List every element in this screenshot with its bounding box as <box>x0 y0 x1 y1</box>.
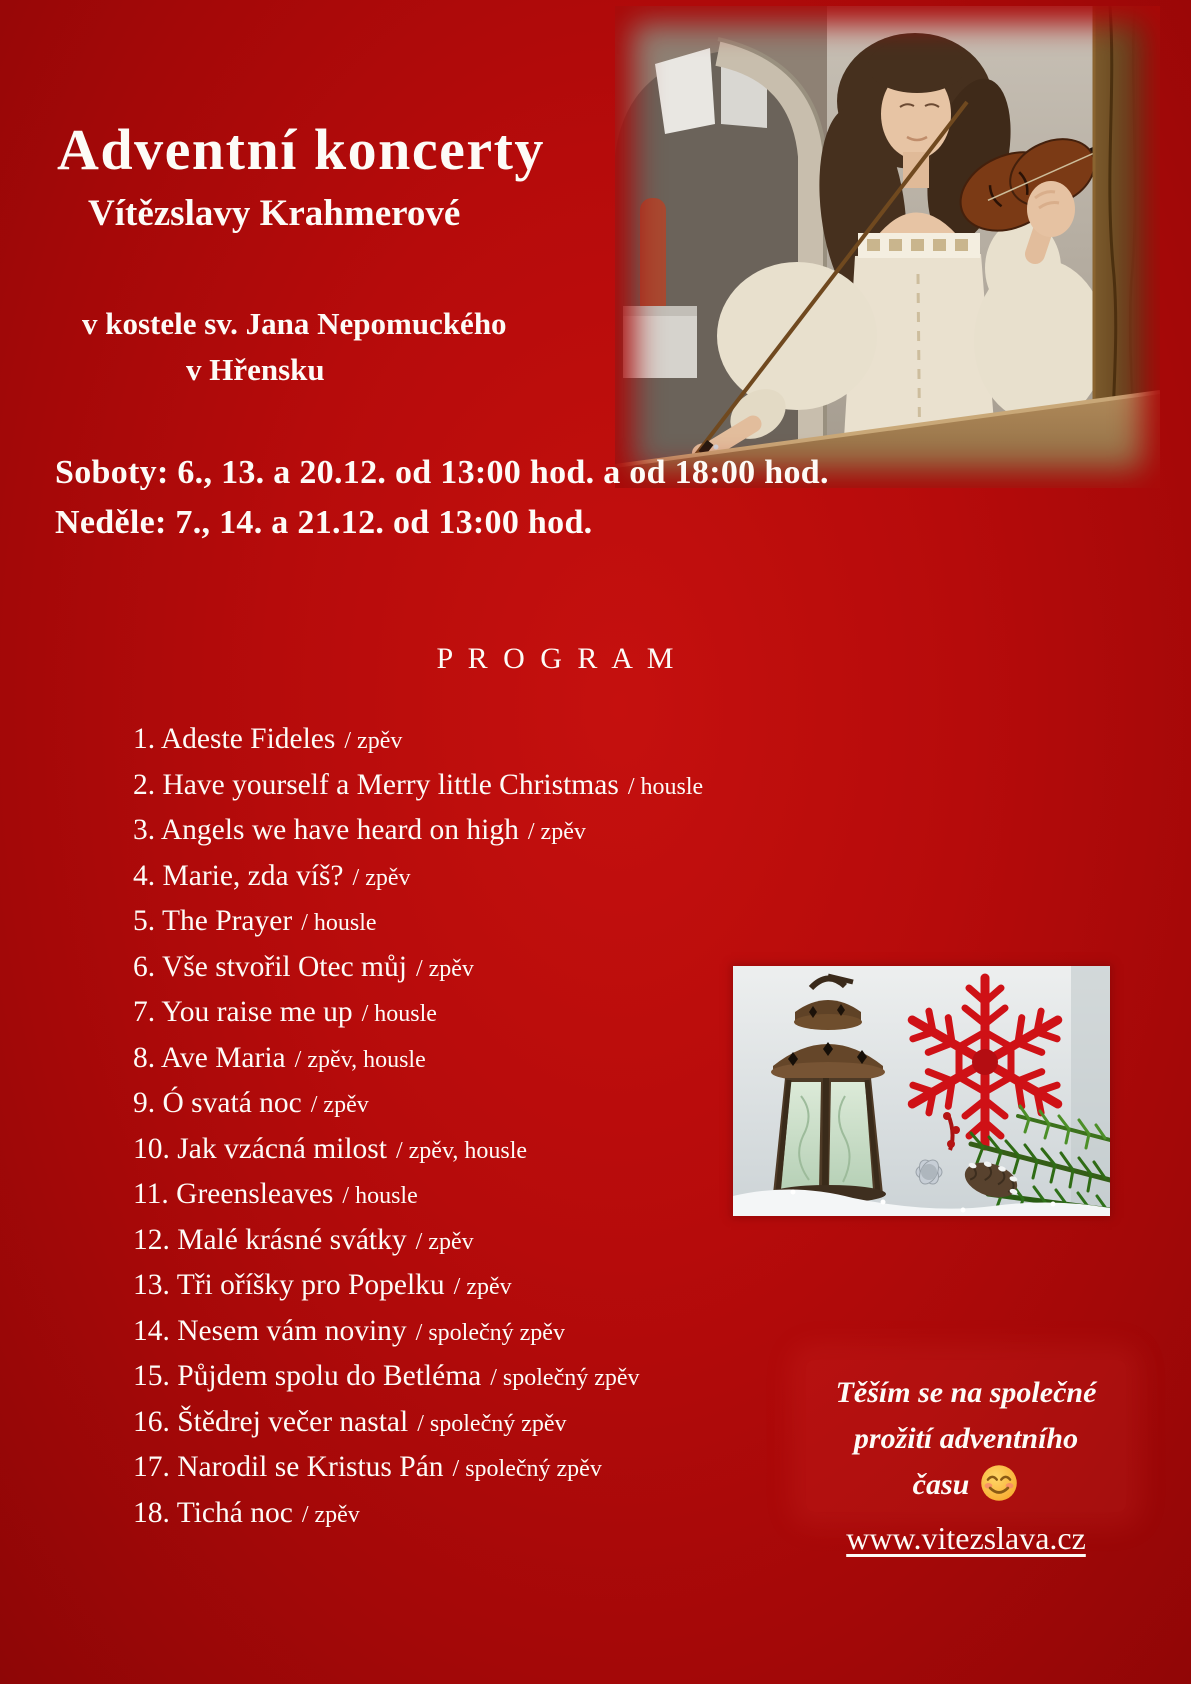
song-title: 3. Angels we have heard on high <box>133 814 519 846</box>
program-item <box>133 991 703 1037</box>
program-item <box>133 718 703 764</box>
program-item <box>133 1355 703 1401</box>
violinist-photo-art <box>615 6 1160 488</box>
page-title: Adventní koncerty <box>57 117 545 182</box>
program-item <box>133 1219 703 1265</box>
program-item <box>133 1173 703 1219</box>
performance-note: / zpěv <box>344 728 403 754</box>
performance-note: / housle <box>342 1183 418 1209</box>
closing-line-1: Těším se na společné <box>835 1376 1097 1409</box>
song-title: 17. Narodil se Kristus Pán <box>133 1451 444 1483</box>
song-title: 8. Ave Maria <box>133 1041 286 1074</box>
song-title: 6. Vše stvořil Otec můj <box>133 950 407 983</box>
program-item <box>133 809 703 855</box>
program-item <box>133 1492 703 1538</box>
performance-note: / zpěv <box>352 864 411 891</box>
song-title: 2. Have yourself a Merry little Christmas <box>133 768 619 801</box>
website-link[interactable]: www.vitezslava.cz <box>846 1520 1086 1556</box>
song-title: 12. Malé krásné svátky <box>133 1223 407 1256</box>
performance-note: / společný zpěv <box>490 1365 640 1391</box>
program-item <box>133 946 703 992</box>
closing-line-3: času <box>786 1462 1146 1508</box>
performance-note: / zpěv <box>301 1501 360 1528</box>
venue-line-2: v Hřensku <box>186 352 325 387</box>
schedule-sundays: Neděle: 7., 14. a 21.12. od 13:00 hod. <box>55 504 593 541</box>
song-title: 4. Marie, zda víš? <box>133 859 344 892</box>
program-list <box>133 718 703 1537</box>
song-title: 11. Greensleaves <box>133 1178 334 1210</box>
program-item <box>133 1446 703 1492</box>
performance-note: / zpěv <box>310 1092 369 1118</box>
performance-note: / housle <box>627 773 704 800</box>
smiling-face-emoji-icon <box>979 1463 1019 1503</box>
song-title: 16. Štědrej večer nastal <box>133 1405 409 1438</box>
performance-note: / společný zpěv <box>417 1410 567 1437</box>
lantern-photo-art <box>733 966 1110 1216</box>
performance-note: / zpěv, housle <box>395 1137 528 1164</box>
program-item <box>133 855 703 901</box>
program-item <box>133 1264 703 1310</box>
song-title: 15. Půjdem spolu do Betléma <box>133 1360 482 1392</box>
song-title: 7. You raise me up <box>133 996 353 1028</box>
program-item <box>133 900 703 946</box>
program-item <box>133 1037 703 1083</box>
closing-message <box>786 1370 1146 1508</box>
song-title: 1. Adeste Fideles <box>133 723 336 755</box>
program-heading: P R O G R A M <box>436 642 678 675</box>
song-title: 9. Ó svatá noc <box>133 1087 302 1119</box>
song-title: 5. The Prayer <box>133 905 293 937</box>
song-title: 18. Tichá noc <box>133 1496 293 1529</box>
song-title: 13. Tři oříšky pro Popelku <box>133 1269 445 1301</box>
performance-note: / společný zpěv <box>452 1456 602 1482</box>
performance-note: / zpěv <box>415 955 474 982</box>
venue-line-1: v kostele sv. Jana Nepomuckého <box>82 306 507 341</box>
performance-note: / společný zpěv <box>415 1319 565 1346</box>
lantern-photo <box>733 966 1110 1216</box>
performance-note: / zpěv <box>527 819 586 845</box>
program-item <box>133 764 703 810</box>
program-item <box>133 1401 703 1447</box>
performance-note: / zpěv <box>453 1274 512 1300</box>
performance-note: / zpěv <box>415 1228 474 1255</box>
song-title: 14. Nesem vám noviny <box>133 1314 407 1347</box>
program-item <box>133 1310 703 1356</box>
performance-note: / zpěv, housle <box>294 1046 426 1073</box>
performance-note: / housle <box>301 910 377 936</box>
violinist-photo <box>615 6 1160 488</box>
program-item <box>133 1082 703 1128</box>
closing-line-2: prožití adventního <box>853 1422 1079 1455</box>
artist-name: Vítězslavy Krahmerové <box>88 193 461 234</box>
performance-note: / housle <box>361 1001 437 1027</box>
song-title: 10. Jak vzácná milost <box>133 1132 387 1165</box>
program-item <box>133 1128 703 1174</box>
schedule-saturdays: Soboty: 6., 13. a 20.12. od 13:00 hod. a od 18:00 hod. <box>55 454 829 491</box>
